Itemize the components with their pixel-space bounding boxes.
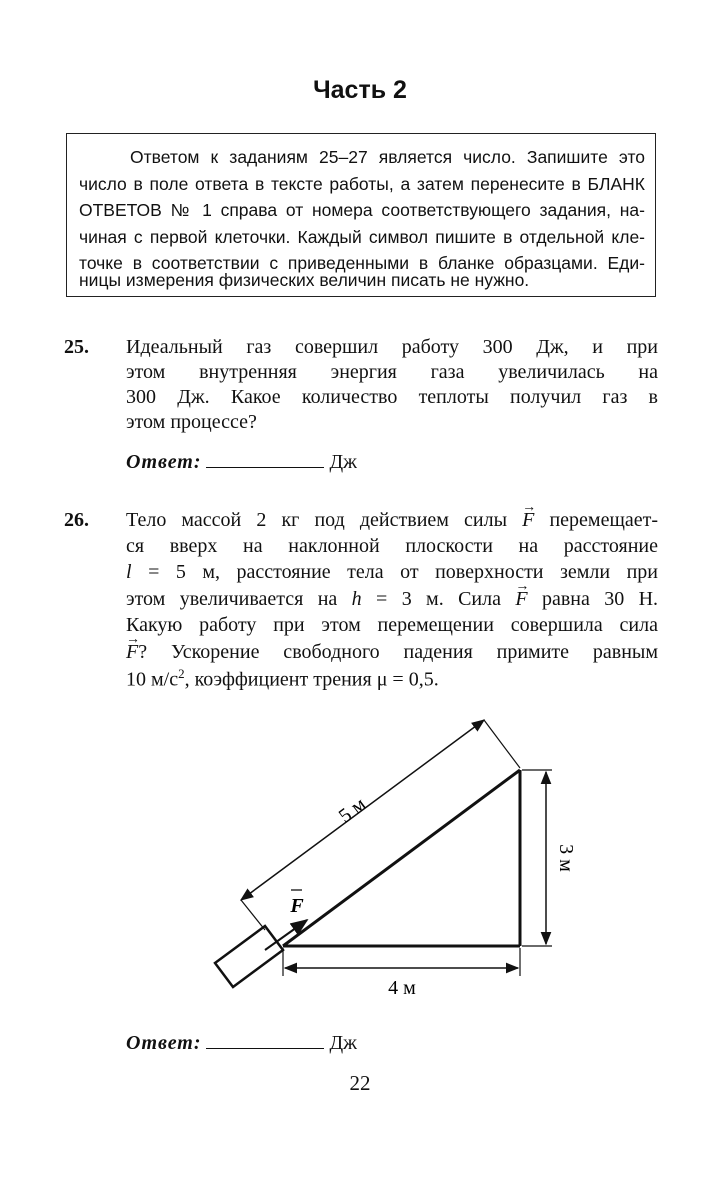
part-title: Часть 2: [313, 76, 407, 104]
task-26-text-line: 10 $м/с^2$, коэффициент трения μ = 0,5.: [126, 666, 439, 691]
force-vector-symbol: → F: [522, 509, 534, 532]
label-base: 4 м: [388, 977, 416, 999]
extension-line: [241, 900, 265, 930]
task-26-number: 26.: [64, 509, 89, 531]
instruction-line: чиная с первой клеточки. Каждый символ пишите в отдельной кле-: [79, 226, 645, 247]
task-25-text-line: этом внутренняя энергия газа увеличилась на: [126, 361, 658, 383]
task-26-text-line: Какую работу при этом перемещении совершила сила: [126, 614, 658, 636]
force-vector-symbol: → F: [126, 641, 138, 664]
task-25-text-line: этом процессе?: [126, 411, 257, 433]
task-25-text-line: 300 Дж. Какое количество теплоты получил газ в: [126, 386, 658, 408]
instruction-line: точке в соответствии с приведенными в бланке образцами. Еди-: [79, 253, 645, 273]
instruction-line: Ответом к заданиям 25–27 является число. Запишите это: [130, 147, 645, 167]
extension-line: [484, 720, 520, 768]
task-26-text-line: l = 5 м, расстояние тела от поверхности земли при: [126, 561, 659, 583]
answer-unit: Дж: [329, 1032, 357, 1054]
label-force: F: [290, 895, 304, 917]
instruction-line: число в поле ответа в тексте работы, а затем перенесите в БЛАНК: [79, 173, 645, 194]
task-26-answer: [126, 1030, 357, 1055]
block: [215, 926, 283, 987]
answer-field[interactable]: [206, 1030, 324, 1049]
task-26-text-line: этом увеличивается на h = 3 м. Сила → F равна 30 Н.: [126, 588, 658, 611]
task-25-number: 25.: [64, 336, 89, 358]
page-number: 22: [349, 1071, 371, 1095]
instruction-line: ОТВЕТОВ № 1 справа от номера соответствующего задания, на-: [79, 200, 645, 220]
label-height: 3 м: [555, 844, 577, 872]
answer-label: Ответ:: [126, 1032, 202, 1054]
task-26-text-line: → F? Ускорение свободного падения примите равным: [126, 641, 658, 664]
task-26-text-line: ся вверх на наклонной плоскости на расстояние: [126, 535, 658, 557]
task-25-text-line: Идеальный газ совершил работу 300 Дж, и при: [126, 336, 658, 358]
label-hypotenuse: 5 м: [334, 793, 371, 828]
task-26-text-line: Тело массой 2 кг под действием силы → F перемещает-: [126, 509, 658, 532]
force-vector-symbol: → F: [515, 588, 527, 611]
answer-label: Ответ:: [126, 451, 202, 473]
incline-hypotenuse: [283, 770, 520, 946]
instruction-line: ницы измерения физических величин писать не нужно.: [79, 270, 530, 290]
answer-unit: Дж: [329, 451, 357, 473]
